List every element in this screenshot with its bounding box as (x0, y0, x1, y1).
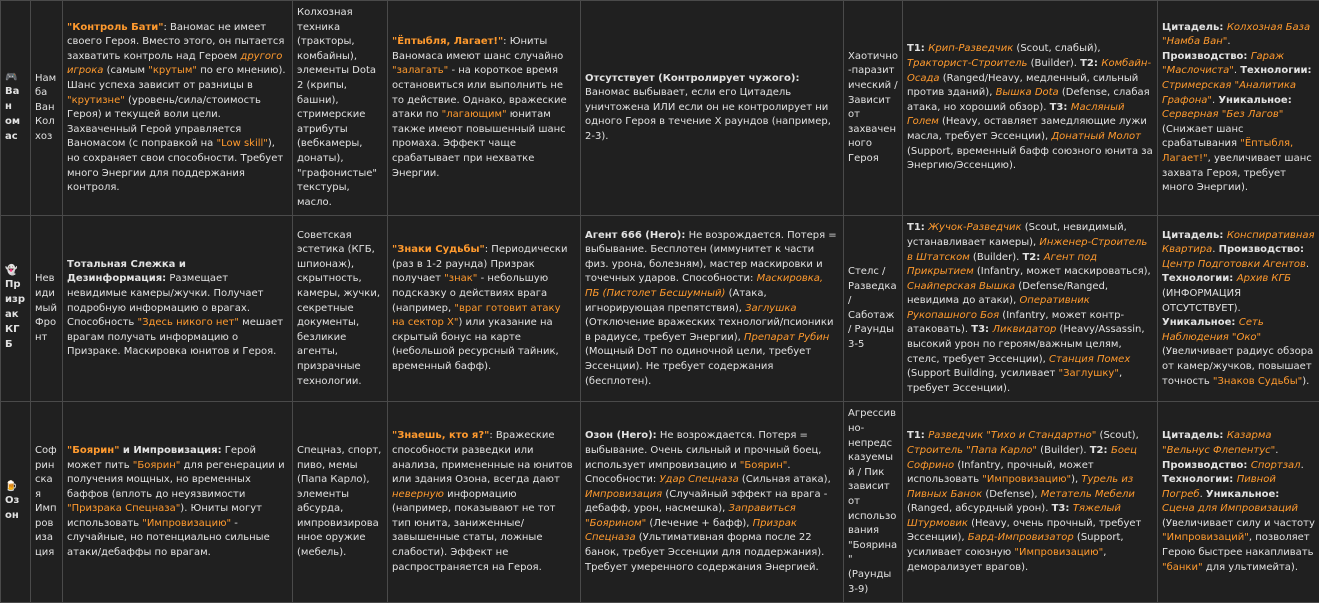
text-run: "Призрака Спецназа" (67, 503, 180, 514)
text-run: (Infantry, прочный, может использовать (907, 460, 1094, 486)
text-run: для ультимейта). (1203, 562, 1298, 573)
text-run: , увеличивает шанс захвата Героя, требует много Энергии). (1162, 153, 1312, 193)
text-run: Агент под Прикрытием (907, 252, 1097, 278)
text-run: - случайные, но потенциально сильные атаки/дебаффы по врагам. (67, 518, 270, 558)
text-run: Технологии: (1162, 273, 1237, 284)
text-run: (Снижает шанс срабатывания (1162, 124, 1244, 150)
text-run: "враг готовит атаку на сектор X" (392, 303, 561, 329)
text-run: (Scout, слабый), (1013, 43, 1100, 54)
text-run: (Ranged/Heavy, медленный, сильный против зданий), (907, 73, 1138, 99)
text-run: Производство: (1162, 51, 1251, 62)
ghost-icon: 👻 (5, 265, 26, 277)
text-run: (Infantry, может маскироваться), (974, 266, 1151, 277)
text-run: , позволяет Герою быстрее накапливать (1162, 532, 1314, 558)
text-run: "Контроль Бати" (67, 22, 164, 33)
passive-cell (388, 402, 581, 603)
text-run: Снайперская Вышка (907, 281, 1015, 292)
text-run: Размещает невидимые камеры/жучки. Получает подробную информацию о врагах. Способность (67, 273, 263, 328)
text-run: Удар Спецназа (659, 474, 738, 485)
text-run: Бард-Импровизатор (968, 532, 1074, 543)
text-run: (Ranged, абсурдный урон). (907, 503, 1052, 514)
text-run: (самым (103, 65, 148, 76)
text-run: T3: (971, 324, 992, 335)
text-run: Турель из Пивных Банок (907, 474, 1133, 500)
text-run: Вышка Dota (996, 87, 1059, 98)
text-run: Станция Помех (1049, 354, 1130, 365)
text-run: Сеть Наблюдения "Око" (1162, 317, 1264, 343)
text-run: по его мнению). Шанс успеха зависит от разницы в (67, 65, 286, 91)
text-run: (Отключение вражеских технологий/псионики в радиусе, требует Энергии), (585, 317, 833, 343)
text-run: (Scout, невидимый, устанавливает камеры), (907, 222, 1127, 248)
style-cell: Советская эстетика (КГБ, шпионаж), скрытность, камеры, жучки, секретные документы, безликие агенты, призрачные технологии. (293, 216, 388, 402)
text-run: Казарма "Вельнус Флепентус" (1162, 430, 1275, 456)
text-run: Агент 666 (Hero): (585, 230, 685, 241)
text-run: информацию (например, показывают не тот тип юнита, заниженные/завышенные статы, ложные слабости). Эффект не распространяется на Героя. (392, 489, 555, 573)
text-run: : Ваномас не имеет своего Героя. Вместо этого, он пытается захватить контроль над Героем (67, 22, 284, 62)
text-run: (уровень/сила/стоимость Героя) и текущей воли цели. Захваченный Герой управляется Ваномасом (с поправкой на (67, 95, 261, 150)
text-run: Донатный Молот (1051, 131, 1141, 142)
text-run: : Юниты Ваномаса имеют шанс случайно (392, 36, 563, 62)
text-run: Препарат Рубин (744, 332, 829, 343)
text-run: Не возрождается. Потеря = выбывание. Бесплотен (иммунитет к части физ. урона, болезням), мастер маскировки и точечных ударов. Способности: (585, 230, 837, 285)
beer-icon: 🍺 (5, 481, 26, 493)
ability-cell (63, 402, 293, 603)
text-run: "крутизне" (67, 95, 125, 106)
text-run: и Импровизация: (119, 445, 221, 456)
text-run: T3: (1050, 102, 1071, 113)
text-run: мешает врагам получать информацию о Призраке. Маскировка юнитов и Героя. (67, 317, 283, 357)
text-run: . Способности: (585, 460, 791, 486)
faction-cell (1, 1, 31, 216)
text-run: Масляный Голем (907, 102, 1124, 128)
text-run: (Builder). (1027, 58, 1080, 69)
text-run: Цитадель: (1162, 22, 1227, 33)
text-run: Стримерская "Аналитика Графона" (1162, 80, 1296, 106)
text-run: T1: (907, 43, 928, 54)
text-run: Инженер-Строитель в Штатском (907, 237, 1147, 263)
text-run: другого игрока (67, 51, 282, 77)
text-run: Уникальное: (1218, 95, 1291, 106)
faction-name: Призрак (5, 277, 26, 322)
text-run: Призрак Спецназа (585, 518, 797, 544)
text-run: "банки" (1162, 562, 1203, 573)
text-run: Боец Софрино (907, 445, 1137, 471)
leader-cell: Намба Ван Колхоз (31, 1, 63, 216)
text-run: Цитадель: (1162, 430, 1227, 441)
text-run: "Ёптыбля, Лагает!" (392, 36, 503, 47)
text-run: "Low skill" (216, 138, 267, 149)
text-run: Строитель "Папа Карло" (907, 445, 1037, 456)
table-row (1, 402, 1319, 603)
text-run: "Боярин" (133, 460, 181, 471)
text-run: (Defense/Ranged, невидима до атаки), (907, 281, 1108, 307)
strategy-cell: Агрессивно-непредсказуемый / Пик зависит от использования "Боярина" (Раунды 3-9) (844, 402, 903, 603)
text-run: "Знаешь, кто я?" (392, 430, 489, 441)
text-run: : Периодически (раз в 1-2 раунда) Призрак получает (392, 244, 567, 284)
text-run: Ликвидатор (993, 324, 1057, 335)
text-run: Уникальное: (1162, 317, 1239, 328)
text-run: ), но сохраняет свои способности. Требует много Энергии для поддержания контроля. (67, 138, 283, 193)
text-run: (Heavy, оставляет замедляющие лужи масла, требует Эссенции), (907, 116, 1147, 142)
text-run: Колхозная База "Намба Ван" (1162, 22, 1310, 48)
text-run: "Боярин" (740, 460, 788, 471)
text-run: "Боярин" (67, 445, 119, 456)
text-run: . (1275, 445, 1278, 456)
text-run: "Заглушку" (1059, 368, 1119, 379)
text-run: Жучок-Разведчик (928, 222, 1021, 233)
text-run: (Ультимативная форма после 22 банок, требует Эссенции для поддержания). Требует умеренного содержания Энергией. (585, 532, 824, 572)
text-run: - небольшую подсказку о действиях врага (например, (392, 273, 548, 313)
text-run: Озон (Hero): (585, 430, 657, 441)
text-run: T2: (1022, 252, 1043, 263)
text-run: (Builder). (1037, 445, 1090, 456)
text-run: . (1200, 489, 1206, 500)
text-run: Метатель Мебели (1041, 489, 1135, 500)
text-run: (Builder). (970, 252, 1023, 263)
hero-cell (581, 216, 844, 402)
text-run: Технологии: (1162, 474, 1237, 485)
text-run: (Support, усиливает союзную (907, 532, 1124, 558)
text-run: Технологии: (1240, 65, 1311, 76)
text-run: "Здесь никого нет" (137, 317, 239, 328)
text-run: - на короткое время остановиться или выполнить не то действие. Однако, вражеские атаки по (392, 65, 567, 120)
text-run: (Support Building, усиливает (907, 368, 1059, 379)
text-run: "Знаки Судьбы" (392, 244, 485, 255)
faction-name: Ван (5, 84, 26, 114)
text-run: "Знаков Судьбы" (1213, 376, 1302, 387)
units-cell (903, 216, 1158, 402)
leader-cell: Невидимый Фронт (31, 216, 63, 402)
text-run: (Мощный DoT по одиночной цели, требует Эссенции). Не требует содержания (бесплотен). (585, 346, 811, 386)
strategy-cell: Стелс / Разведка / Саботаж / Раунды 3-5 (844, 216, 903, 402)
text-run: Крип-Разведчик (928, 43, 1013, 54)
text-run: Производство: (1219, 244, 1304, 255)
text-run: (Увеличивает силу и частоту (1162, 518, 1315, 529)
text-run: , требует Эссенции). (907, 368, 1122, 394)
text-run: "лагающим" (442, 109, 507, 120)
text-run: . (1212, 244, 1218, 255)
text-run: ), (1071, 474, 1081, 485)
text-run: Пивной Погреб (1162, 474, 1276, 500)
text-run: . (1212, 95, 1218, 106)
faction-cell (1, 402, 31, 603)
style-cell: Колхозная техника (тракторы, комбайны), элементы Dota 2 (крипы, башни), стримерские атрибуты (вебкамеры, донаты), "графонистые" текстуры, масло. (293, 1, 388, 216)
text-run: Заглушка (745, 303, 796, 314)
faction-name: омас (5, 114, 26, 144)
text-run: (Случайный эффект на врага - дебафф, урон, насмешка), (585, 489, 827, 515)
text-run: Отсутствует (Контролирует чужого): (585, 73, 799, 84)
text-run: Герой может пить (67, 445, 256, 471)
text-run: T2: (1090, 445, 1111, 456)
faction-name: КГБ (5, 322, 26, 352)
text-run: (Defense, слабая атака, но хороший обзор). (907, 87, 1150, 113)
passive-cell (388, 1, 581, 216)
text-run: Ваномас выбывает, если его Цитадель уничтожена ИЛИ если он не контролирует ни одного Героя в течение X раундов (например, 2-3). (585, 87, 831, 142)
text-run: Тяжелый Штурмовик (907, 503, 1121, 529)
text-run: "Импровизацию" (1014, 547, 1103, 558)
text-run: Тотальная Слежка и Дезинформация: (67, 259, 186, 285)
text-run: Производство: (1162, 460, 1251, 471)
text-run: : Вражеские способности разведки или анализа, примененные на юнитов или здания Озона, всегда дают (392, 430, 573, 485)
text-run: Конспиративная Квартира (1162, 230, 1315, 256)
faction-cell (1, 216, 31, 402)
ability-cell (63, 1, 293, 216)
text-run: (Heavy/Assassin, высокий урон по героям/важным целям, стелс, требует Эссенции), (907, 324, 1145, 364)
hero-cell (581, 402, 844, 603)
text-run: "Импровизацию" (982, 474, 1071, 485)
buildings-cell (1158, 1, 1319, 216)
text-run: (Heavy, очень прочный, требует Эссенции), (907, 518, 1141, 544)
text-run: . (1234, 65, 1240, 76)
text-run: "знак" (444, 273, 477, 284)
text-run: (Атака, игнорирующая препятствия), (585, 288, 767, 314)
text-run: . (1301, 460, 1304, 471)
faction-name: Озон (5, 493, 26, 523)
text-run: Импровизация (585, 489, 662, 500)
text-run: T3: (1052, 503, 1073, 514)
text-run: T2: (1080, 58, 1101, 69)
table-row (1, 1, 1319, 216)
text-run: , деморализует врагов). (907, 547, 1106, 573)
leader-cell: Софринская Импровизация (31, 402, 63, 603)
hero-cell (581, 1, 844, 216)
text-run: Не возрождается. Потеря = выбывание. Очень сильный и прочный боец, использует импровизацию и (585, 430, 821, 470)
text-run: . (1227, 36, 1230, 47)
text-run: Тракторист-Строитель (907, 58, 1027, 69)
text-run: Маскировка, ПБ (Пистолет Бесшумный) (585, 273, 823, 299)
text-run: Гараж "Маслочиста" (1162, 51, 1284, 77)
text-run: (Defense), (982, 489, 1041, 500)
text-run: "залагать" (392, 65, 448, 76)
passive-cell (388, 216, 581, 402)
ability-cell (63, 216, 293, 402)
strategy-cell: Хаотично-паразитический / Зависит от захваченного Героя (844, 1, 903, 216)
text-run: (Увеличивает радиус обзора от камер/жучков, повышает точность (1162, 346, 1313, 386)
text-run: неверную (392, 489, 444, 500)
text-run: T1: (907, 222, 928, 233)
buildings-cell (1158, 216, 1319, 402)
buildings-cell (1158, 402, 1319, 603)
text-run: Заправиться "Боярином" (585, 503, 796, 529)
units-cell (903, 1, 1158, 216)
text-run: (Support, временный бафф союзного юнита за Энергию/Эссенцию). (907, 146, 1153, 172)
text-run: . (1306, 259, 1309, 270)
text-run: юнитам также имеют повышенный шанс промаха. Эффект чаще срабатывает при нехватке Энергии. (392, 109, 566, 178)
text-run: (Лечение + бафф), (646, 518, 752, 529)
text-run: Разведчик "Тихо и Стандартно" (928, 430, 1096, 441)
text-run: ). Юниты могут использовать (67, 503, 262, 529)
text-run: "Импровизаций" (1162, 532, 1249, 543)
text-run: Архив КГБ (1237, 273, 1291, 284)
style-cell: Спецназ, спорт, пиво, мемы (Папа Карло), элементы абсурда, импровизированное оружие (мебель). (293, 402, 388, 603)
text-run: Спортзал (1251, 460, 1301, 471)
units-cell (903, 402, 1158, 603)
text-run: "крутым" (148, 65, 197, 76)
text-run: ) или указание на скрытый бонус на карте (небольшой ресурсный тайник, временный бафф). (392, 317, 559, 372)
text-run: "Ёптыбля, Лагает!" (1162, 138, 1293, 164)
text-run: Комбайн-Осада (907, 58, 1151, 84)
text-run: ). (1302, 376, 1309, 387)
text-run: Серверная "Без Лагов" (1162, 109, 1283, 120)
text-run: (ИНФОРМАЦИЯ ОТСУТСТВУЕТ). (1162, 288, 1241, 314)
text-run: T1: (907, 430, 928, 441)
gamepad-icon: 🎮 (5, 72, 26, 84)
text-run: Уникальное: (1206, 489, 1279, 500)
text-run: (Scout), (1096, 430, 1138, 441)
table-row (1, 216, 1319, 402)
text-run: (Infantry, может контр-атаковать). (907, 310, 1124, 336)
text-run: для регенерации и получения мощных, но временных баффов (вплоть до неуязвимости (67, 460, 285, 500)
text-run: "Импровизацию" (142, 518, 231, 529)
text-run: Сцена для Импровизаций (1162, 503, 1298, 514)
text-run: Цитадель: (1162, 230, 1227, 241)
text-run: Оперативник Рукопашного Боя (907, 295, 1090, 321)
text-run: Центр Подготовки Агентов (1162, 259, 1306, 270)
text-run: (Сильная атака), (739, 474, 831, 485)
